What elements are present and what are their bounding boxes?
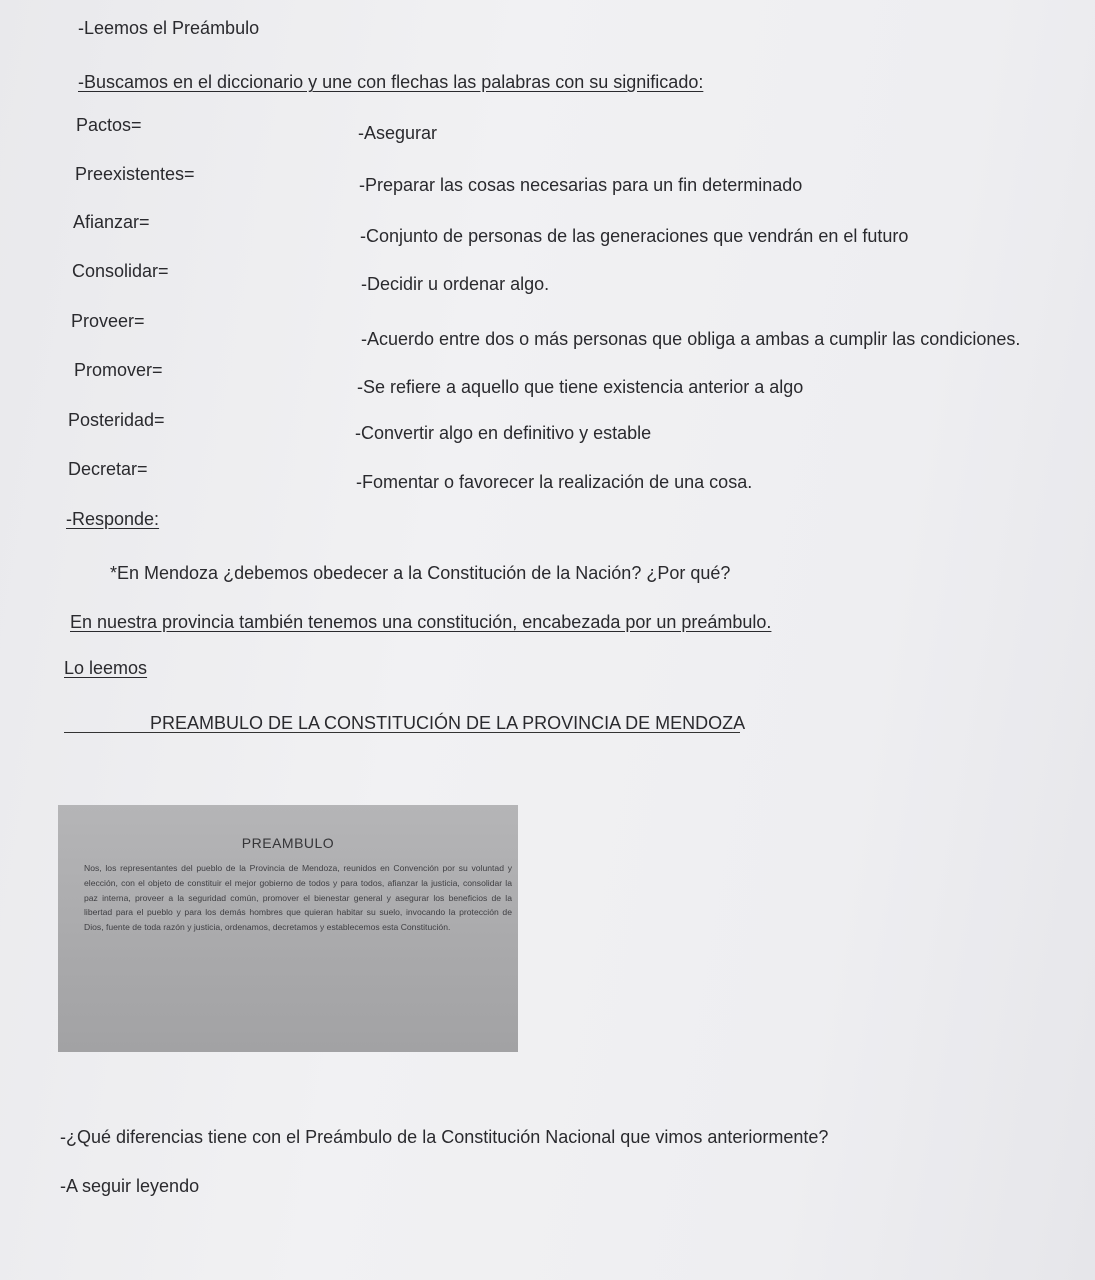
term-preexistentes: Preexistentes= — [75, 164, 195, 184]
scanned-preamble-image — [58, 805, 518, 1052]
definition-decidir: -Decidir u ordenar algo. — [361, 274, 550, 294]
scanned-preamble-text: Nos, los representantes del pueblo de la Provincia de Mendoza, reunidos en Convención por su voluntad y elección, con el objeto de constituir el mejor gobierno de todos y para todos, afianzar la justicia, consolidar la paz interna, proveer a la seguridad común, promover el bienestar general y asegurar los beneficios de la libertad para el pueblo y para los demás hombres que quieran habitar su suelo, invocando la protección de Dios, fuente de toda razón y justicia, ordenamos, decretamos y establecemos esta Constitución. — [84, 863, 512, 933]
definition-acuerdo: -Acuerdo entre dos o más personas que obliga a ambas a cumplir las condiciones. — [361, 329, 1021, 349]
term-decretar: Decretar= — [68, 459, 148, 479]
province-statement: En nuestra provincia también tenemos una constitución, encabezada por un preámbulo. — [70, 612, 772, 632]
definition-conjunto: -Conjunto de personas de las generaciones que vendrán en el futuro — [360, 226, 909, 246]
definition-convertir: -Convertir algo en definitivo y estable — [355, 423, 652, 443]
term-afianzar: Afianzar= — [73, 212, 150, 232]
definition-preparar: -Preparar las cosas necesarias para un fin determinado — [359, 175, 803, 195]
read-it-line: Lo leemos — [64, 658, 148, 678]
scanned-preamble-heading: PREAMBULO — [241, 835, 335, 851]
term-posteridad: Posteridad= — [68, 410, 165, 430]
term-pactos: Pactos= — [76, 115, 142, 135]
respond-heading: -Responde: — [66, 509, 160, 529]
continue-reading-line: -A seguir leyendo — [60, 1176, 200, 1196]
read-preamble-line: -Leemos el Preámbulo — [78, 18, 260, 38]
term-consolidar: Consolidar= — [72, 261, 169, 281]
mendoza-question: *En Mendoza ¿debemos obedecer a la Constitución de la Nación? ¿Por qué? — [110, 563, 731, 583]
dictionary-instruction: -Buscamos en el diccionario y une con flechas las palabras con su significado: — [78, 72, 704, 92]
differences-question: -¿Qué diferencias tiene con el Preámbulo de la Constitución Nacional que vimos anteriormente? — [60, 1127, 829, 1147]
mendoza-preamble-title: PREAMBULO DE LA CONSTITUCIÓN DE LA PROVINCIA DE MENDOZA — [150, 713, 746, 733]
definition-fomentar: -Fomentar o favorecer la realización de una cosa. — [356, 472, 753, 492]
definition-existencia-anterior: -Se refiere a aquello que tiene existencia anterior a algo — [357, 377, 804, 397]
term-proveer: Proveer= — [71, 311, 145, 331]
term-promover: Promover= — [74, 360, 163, 380]
definition-asegurar: -Asegurar — [358, 123, 438, 143]
